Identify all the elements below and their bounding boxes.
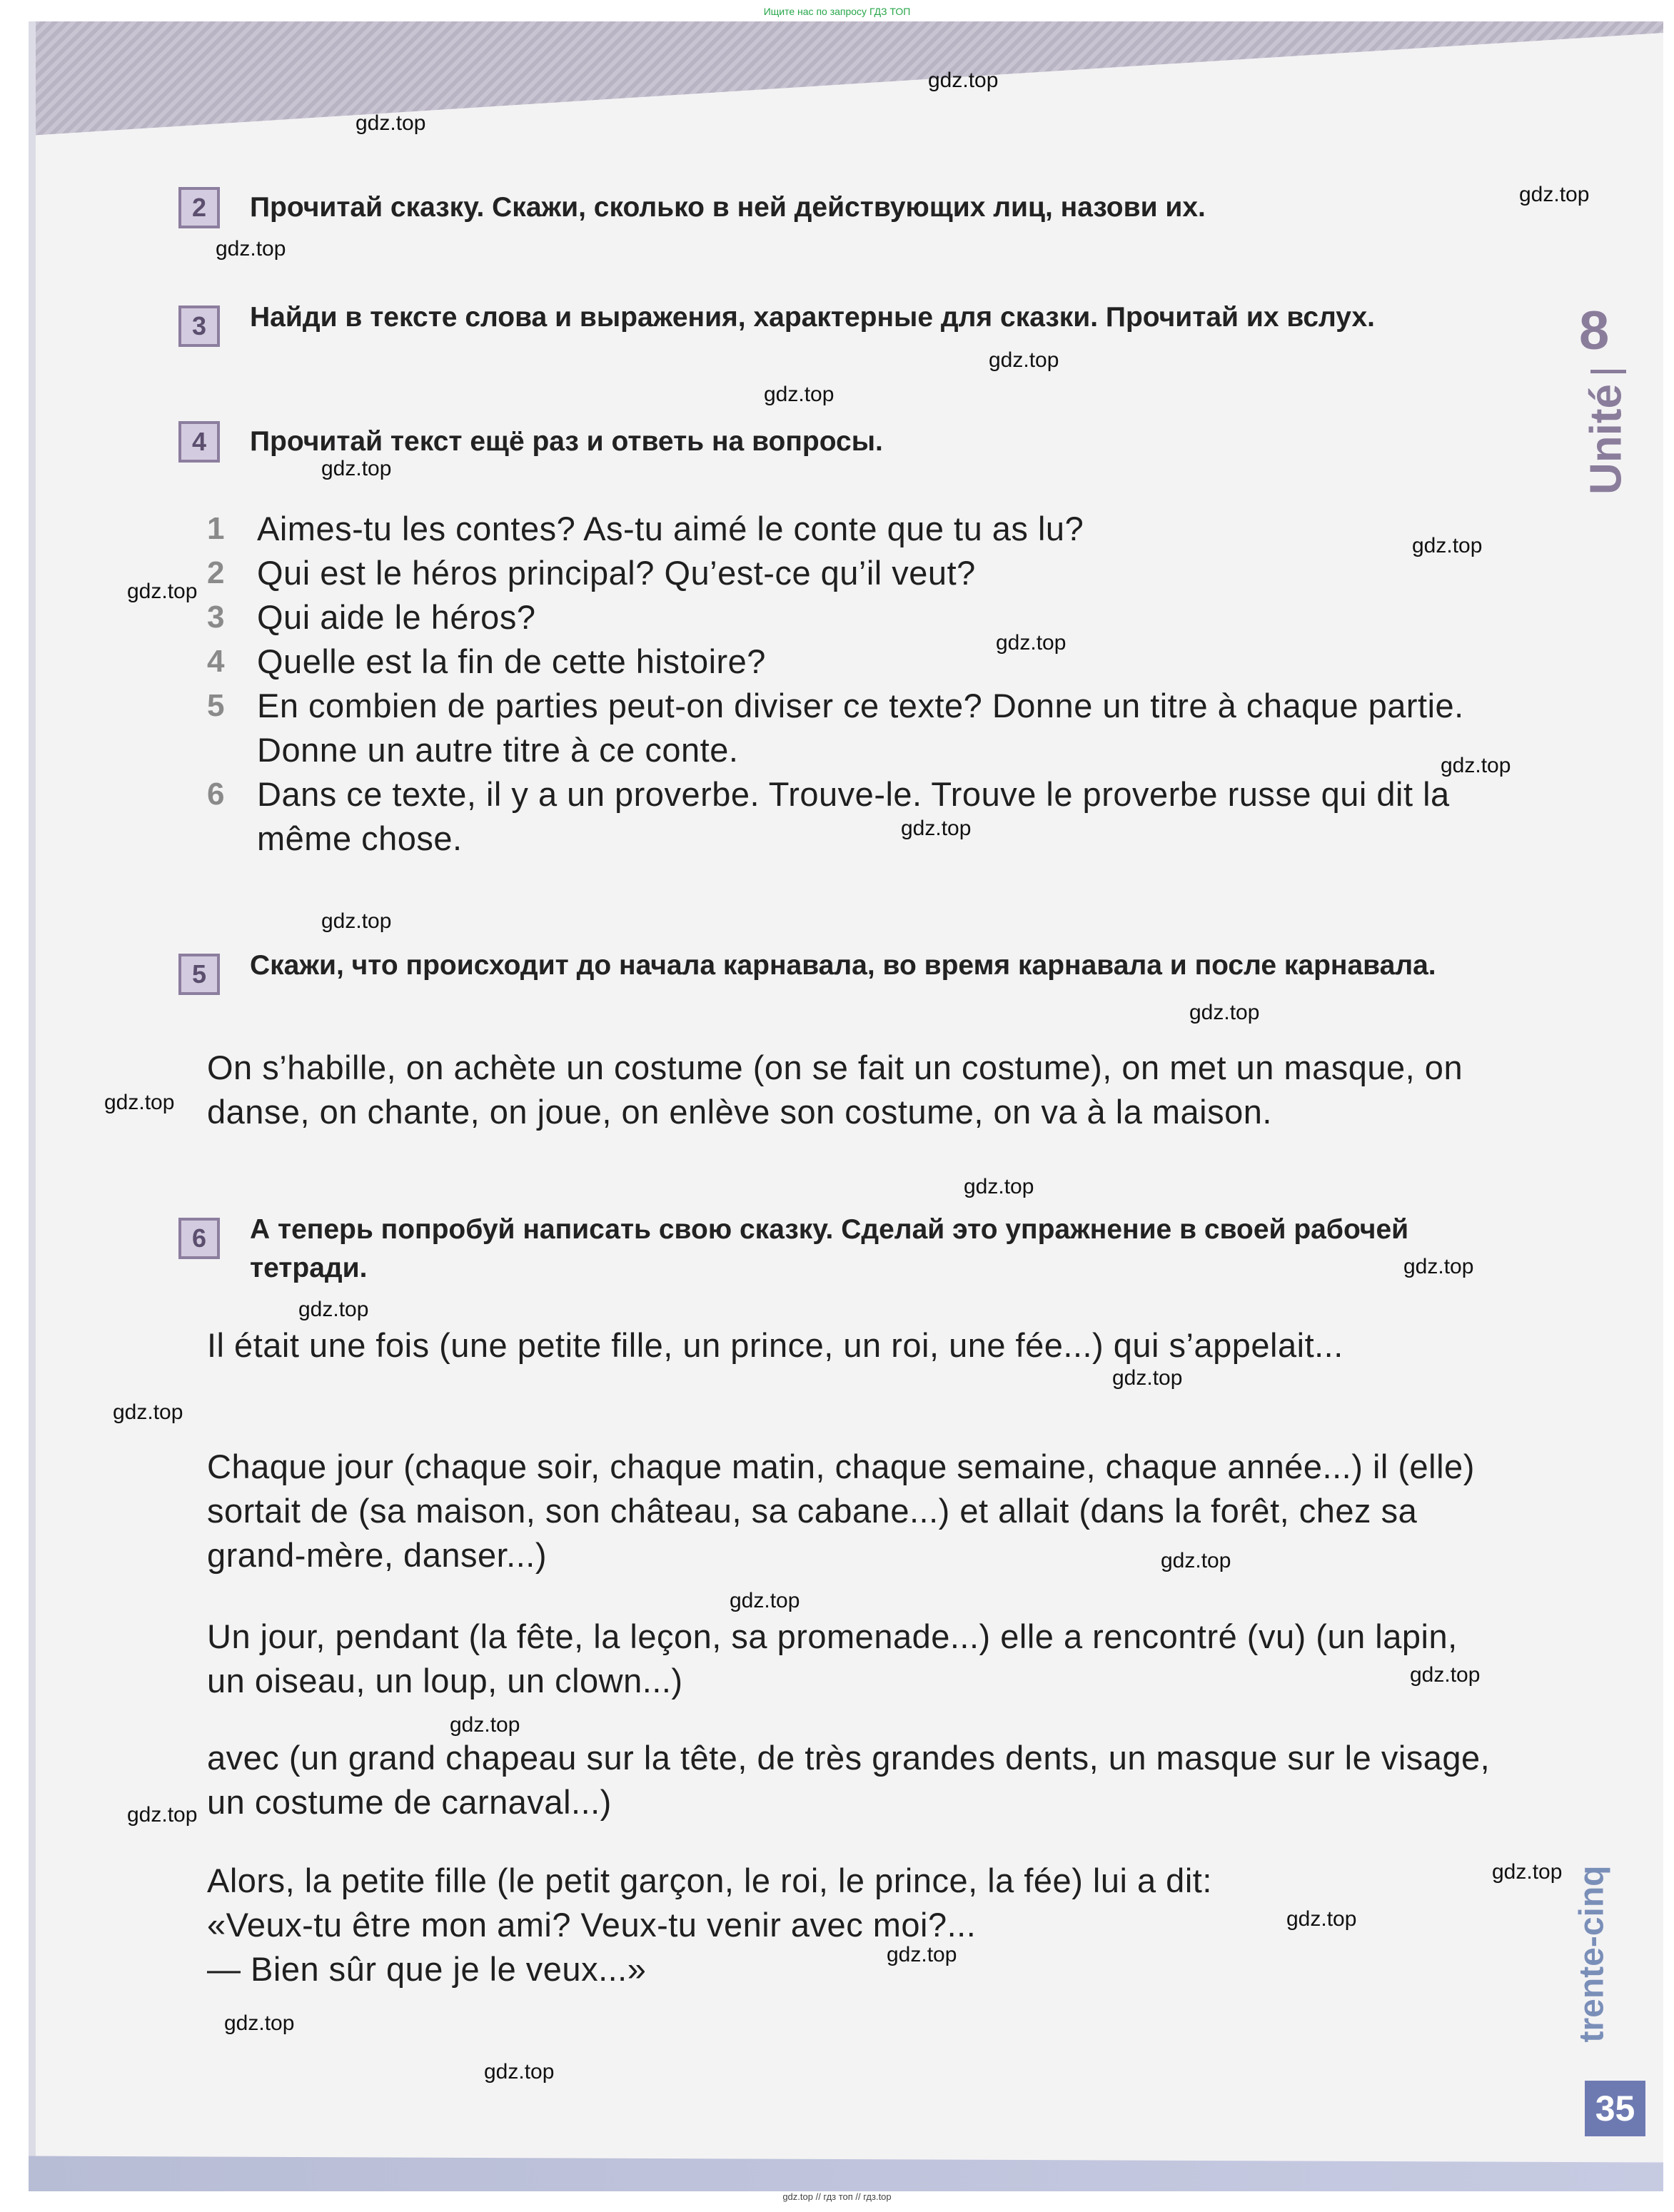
watermark-label: gdz.top (224, 2011, 295, 2035)
watermark-label: gdz.top (964, 1175, 1034, 1198)
task-number-box: 6 (178, 1218, 220, 1259)
watermark-label: gdz.top (1112, 1366, 1183, 1390)
question-text: Qui est le héros principal? Qu’est-ce qu’il veut? (257, 554, 976, 592)
page-number-word: trente-cinq (1573, 1865, 1611, 2043)
story-paragraph: avec (un grand chapeau sur la tête, de très grandes dents, un masque sur le visage, un costume de carnaval...) (207, 1739, 1491, 1821)
bottom-decorative-band (29, 2127, 1663, 2191)
top-decorative-band (29, 21, 1663, 136)
question-text: Aimes-tu les contes? As-tu aimé le conte que tu as lu? (257, 510, 1084, 547)
watermark-label: gdz.top (901, 817, 972, 840)
watermark-label: gdz.top (450, 1713, 520, 1737)
page-binding-edge (29, 21, 36, 2191)
watermark-label: gdz.top (484, 2060, 555, 2084)
task-number-box: 5 (178, 954, 220, 995)
question-item (207, 507, 1492, 551)
watermark-label: gdz.top (127, 580, 198, 603)
question-text: En combien de parties peut-on diviser ce texte? Donne un titre à chaque partie. Donne un autre titre à ce conte. (257, 687, 1464, 769)
question-number: 1 (207, 511, 225, 546)
question-number: 3 (207, 600, 225, 635)
task-instruction: Прочитай текст ещё раз и ответь на вопросы. (250, 426, 883, 457)
carnival-answer-text: On s’habille, on achète un costume (on se fait un costume), on met un masque, on danse, on chante, on joue, on enlève son costume, on va à la maison. (207, 1049, 1463, 1131)
watermark-label: gdz.top (1286, 1907, 1357, 1931)
question-item (207, 551, 1492, 595)
watermark-label: gdz.top (1410, 1663, 1481, 1687)
question-item (207, 772, 1492, 861)
page-number: 35 (1585, 2081, 1645, 2136)
watermark-label: gdz.top (104, 1091, 175, 1114)
question-number: 5 (207, 688, 225, 723)
task-instruction: Прочитай сказку. Скажи, сколько в ней действующих лиц, назови их. (250, 192, 1206, 223)
watermark-label: gdz.top (928, 69, 999, 92)
watermark-label: gdz.top (1189, 1001, 1260, 1024)
watermark-label: gdz.top (1441, 754, 1511, 777)
task-instruction: Найди в тексте слова и выражения, характерные для сказки. Прочитай их вслух. (250, 302, 1375, 333)
watermark-label: gdz.top (321, 457, 392, 480)
watermark-label: gdz.top (730, 1589, 800, 1612)
search-hint-banner: Ищите нас по запросу ГДЗ ТОП (763, 6, 911, 17)
question-number: 4 (207, 644, 225, 679)
watermark-label: gdz.top (887, 1943, 957, 1966)
task-number-box: 3 (178, 305, 220, 347)
story-paragraph: Alors, la petite fille (le petit garçon, le roi, le prince, la fée) lui a dit: (207, 1862, 1212, 1899)
watermark-label: gdz.top (996, 631, 1067, 655)
question-text: Qui aide le héros? (257, 598, 536, 636)
watermark-label: gdz.top (1519, 183, 1590, 206)
story-paragraph: Un jour, pendant (la fête, la leçon, sa promenade...) elle a rencontré (vu) (un lapin, un oiseau, un loup, un clown...) (207, 1617, 1458, 1700)
question-item (207, 640, 1492, 684)
task-number-box: 4 (178, 421, 220, 463)
watermark-label: gdz.top (356, 111, 426, 135)
story-dialogue-line: — Bien sûr que je le veux...» (207, 1950, 647, 1988)
question-text: Quelle est la fin de cette histoire? (257, 642, 766, 680)
story-dialogue-line: «Veux-tu être mon ami? Veux-tu venir avec moi?... (207, 1906, 977, 1944)
unit-divider (1590, 370, 1626, 373)
watermark-label: gdz.top (113, 1400, 183, 1424)
question-item (207, 684, 1492, 772)
unit-label: Unité (1581, 384, 1631, 495)
unit-number: 8 (1579, 301, 1610, 361)
question-text: Dans ce texte, il y a un proverbe. Trouve-le. Trouve le proverbe russe qui dit la même chose. (257, 775, 1450, 857)
watermark-label: gdz.top (764, 383, 835, 406)
watermark-label: gdz.top (1492, 1860, 1563, 1884)
question-item (207, 595, 1492, 640)
watermark-label: gdz.top (321, 909, 392, 933)
question-list (207, 507, 1492, 861)
question-number: 2 (207, 555, 225, 590)
watermark-label: gdz.top (1403, 1255, 1474, 1278)
watermark-label: gdz.top (1161, 1549, 1231, 1572)
story-paragraph: Il était une fois (une petite fille, un prince, un roi, une fée...) qui s’appelait... (207, 1326, 1343, 1364)
story-paragraph: Chaque jour (chaque soir, chaque matin, chaque semaine, chaque année...) il (elle) sortait de (sa maison, son château, sa cabane...) et allait (dans la forêt, chez sa grand-mère, danser...) (207, 1448, 1475, 1574)
watermark-label: gdz.top (216, 237, 286, 261)
watermark-label: gdz.top (298, 1298, 369, 1321)
task-number-box: 2 (178, 187, 220, 228)
task-instruction: Скажи, что происходит до начала карнавала, во время карнавала и после карнавала. (250, 950, 1436, 981)
watermark-label: gdz.top (989, 348, 1059, 372)
watermark-label: gdz.top (1412, 534, 1483, 557)
question-number: 6 (207, 777, 225, 812)
task-instruction: А теперь попробуй написать свою сказку. Сделай это упражнение в своей рабочей тетради. (250, 1214, 1409, 1283)
footer-links-text: gdz.top // гдз топ // гдз.top (782, 2191, 892, 2202)
watermark-label: gdz.top (127, 1803, 198, 1827)
